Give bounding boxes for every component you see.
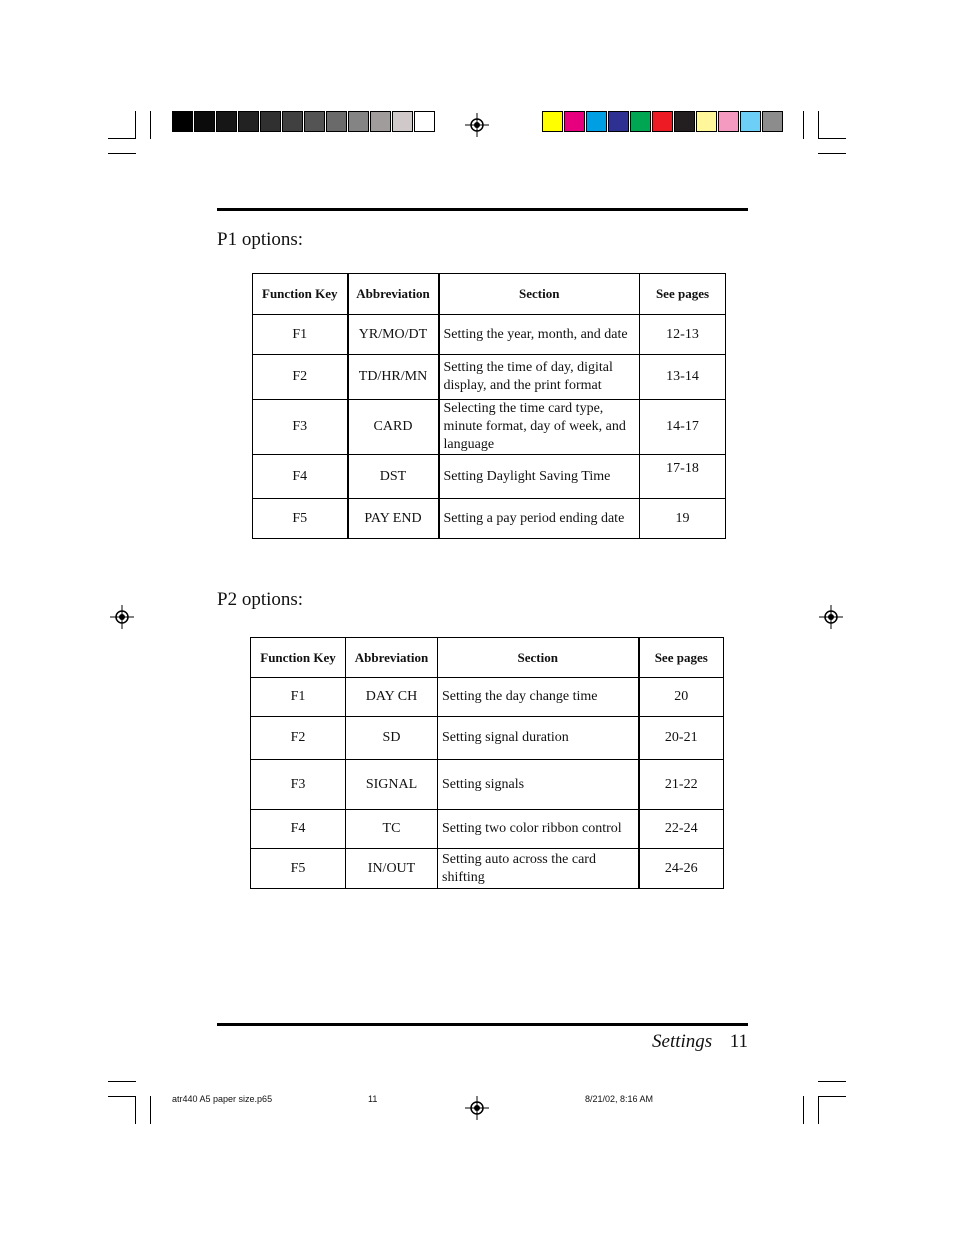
function-key-cell: F3 — [253, 400, 348, 455]
see-pages-cell: 22-24 — [639, 810, 724, 849]
abbreviation-cell: DAY CH — [346, 678, 438, 717]
grayscale-bar — [172, 111, 436, 132]
table-header-row — [253, 274, 726, 315]
p1-title: P1 options: — [217, 229, 304, 250]
crop-mark — [818, 1081, 846, 1082]
table-row — [251, 810, 724, 849]
crop-mark — [803, 1096, 804, 1124]
footer-section-name: Settings — [652, 1031, 713, 1052]
color-swatch — [718, 111, 739, 132]
crop-mark — [150, 111, 151, 139]
crop-mark — [108, 138, 136, 139]
see-pages-cell: 20 — [639, 678, 724, 717]
color-swatch — [608, 111, 629, 132]
function-key-cell: F5 — [253, 499, 348, 539]
crop-mark — [150, 1096, 151, 1124]
table-row — [251, 678, 724, 717]
abbreviation-cell: YR/MO/DT — [348, 315, 439, 355]
crop-mark — [108, 153, 136, 154]
color-swatch — [696, 111, 717, 132]
section-cell: Setting Daylight Saving Time — [439, 455, 640, 499]
crop-mark — [803, 111, 804, 139]
registration-mark-icon — [819, 605, 843, 629]
color-swatch — [740, 111, 761, 132]
crop-mark — [135, 111, 136, 139]
color-swatch — [392, 111, 413, 132]
see-pages-cell: 17-18 — [640, 455, 726, 499]
slug-file-name: atr440 A5 paper size.p65 — [172, 1094, 273, 1104]
crop-mark — [108, 1096, 136, 1097]
see-pages-cell: 12-13 — [640, 315, 726, 355]
column-header-see-pages: See pages — [639, 638, 724, 678]
abbreviation-cell: TC — [346, 810, 438, 849]
function-key-cell: F2 — [253, 355, 348, 400]
table-row — [251, 717, 724, 760]
color-swatch — [414, 111, 435, 132]
section-cell: Setting two color ribbon control — [438, 810, 639, 849]
column-header-function-key: Function Key — [253, 274, 348, 315]
color-swatch — [260, 111, 281, 132]
color-swatch — [304, 111, 325, 132]
bottom-rule — [217, 1023, 748, 1026]
function-key-cell: F5 — [251, 849, 346, 889]
table-row — [253, 355, 726, 400]
section-cell: Setting the year, month, and date — [439, 315, 640, 355]
slug-page-number: 11 — [368, 1094, 378, 1104]
section-cell: Setting signals — [438, 760, 639, 810]
column-header-section: Section — [439, 274, 640, 315]
color-swatch — [586, 111, 607, 132]
column-header-function-key: Function Key — [251, 638, 346, 678]
crop-mark — [818, 111, 819, 139]
see-pages-cell: 24-26 — [639, 849, 724, 889]
section-cell: Setting the time of day, digital display, and the print format — [439, 355, 640, 400]
top-rule — [217, 208, 748, 211]
color-swatch — [282, 111, 303, 132]
page-number: 11 — [729, 1031, 748, 1052]
section-cell: Selecting the time card type, minute format, day of week, and language — [439, 400, 640, 455]
abbreviation-cell: DST — [348, 455, 439, 499]
abbreviation-cell: IN/OUT — [346, 849, 438, 889]
column-header-see-pages: See pages — [640, 274, 726, 315]
table-row — [253, 315, 726, 355]
color-swatch — [216, 111, 237, 132]
column-header-abbreviation: Abbreviation — [348, 274, 439, 315]
color-swatch — [370, 111, 391, 132]
see-pages-cell: 19 — [640, 499, 726, 539]
abbreviation-cell: CARD — [348, 400, 439, 455]
crop-mark — [818, 138, 846, 139]
slug-timestamp: 8/21/02, 8:16 AM — [585, 1094, 654, 1104]
color-swatch — [348, 111, 369, 132]
function-key-cell: F3 — [251, 760, 346, 810]
color-swatch — [326, 111, 347, 132]
table-row — [253, 400, 726, 455]
function-key-cell: F1 — [251, 678, 346, 717]
registration-mark-icon — [465, 1096, 489, 1120]
abbreviation-cell: TD/HR/MN — [348, 355, 439, 400]
color-swatch — [194, 111, 215, 132]
table-row — [251, 760, 724, 810]
color-swatch — [630, 111, 651, 132]
abbreviation-cell: SD — [346, 717, 438, 760]
color-swatch — [542, 111, 563, 132]
color-swatch — [172, 111, 193, 132]
section-cell: Setting a pay period ending date — [439, 499, 640, 539]
crop-mark — [108, 1081, 136, 1082]
table-row — [251, 849, 724, 889]
crop-mark — [818, 153, 846, 154]
color-bar — [542, 111, 784, 132]
column-header-section: Section — [438, 638, 639, 678]
function-key-cell: F4 — [251, 810, 346, 849]
column-header-abbreviation: Abbreviation — [346, 638, 438, 678]
see-pages-cell: 21-22 — [639, 760, 724, 810]
color-swatch — [674, 111, 695, 132]
p1-options-table — [252, 273, 726, 539]
crop-mark — [818, 1096, 846, 1097]
see-pages-cell: 20-21 — [639, 717, 724, 760]
color-swatch — [564, 111, 585, 132]
function-key-cell: F1 — [253, 315, 348, 355]
table-header-row — [251, 638, 724, 678]
see-pages-cell: 14-17 — [640, 400, 726, 455]
section-cell: Setting signal duration — [438, 717, 639, 760]
table-row — [253, 455, 726, 499]
page-footer — [652, 1031, 748, 1053]
crop-mark — [135, 1096, 136, 1124]
color-swatch — [652, 111, 673, 132]
registration-mark-icon — [110, 605, 134, 629]
see-pages-cell: 13-14 — [640, 355, 726, 400]
section-cell: Setting auto across the card shifting — [438, 849, 639, 889]
color-swatch — [762, 111, 783, 132]
color-swatch — [238, 111, 259, 132]
p2-options-table — [250, 637, 724, 889]
function-key-cell: F2 — [251, 717, 346, 760]
crop-mark — [818, 1096, 819, 1124]
abbreviation-cell: SIGNAL — [346, 760, 438, 810]
function-key-cell: F4 — [253, 455, 348, 499]
abbreviation-cell: PAY END — [348, 499, 439, 539]
table-row — [253, 499, 726, 539]
p2-title: P2 options: — [217, 589, 304, 610]
registration-mark-icon — [465, 113, 489, 137]
section-cell: Setting the day change time — [438, 678, 639, 717]
